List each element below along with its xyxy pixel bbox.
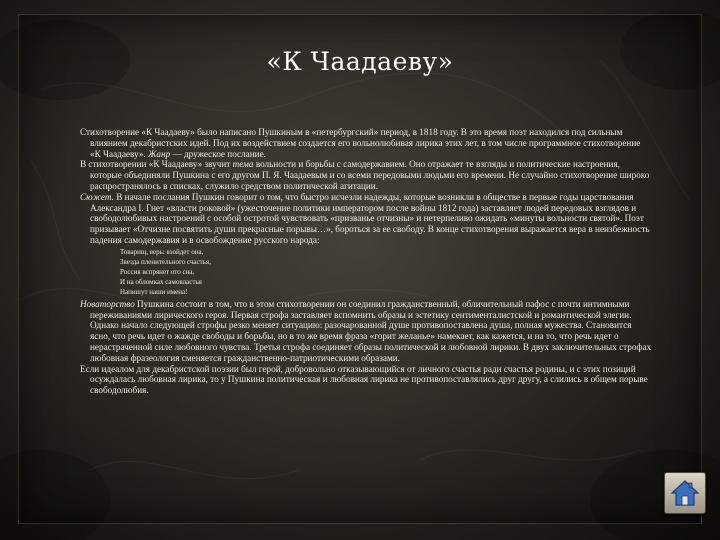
paragraph-plot-text: В начале послания Пушкин говорит о том, что быстро исчезли надежды, которые возникли в обществе в первые годы царствования Александра I. Гнет «власти роковой» (ужесточение политики императором после войны 1812 года) заставляет людей передовых взглядов и свободолюбивых настроений с особой остротой чувствовать «призванье отчизны» и нетерпеливо ожидать «минуты вольности святой». Поэт призывает «Отчизне посвятить души прекрасные порывы…», бороться за ее свободу. В конце стихотворения выражается вера в неизбежность падения самодержавия и в освобождение русского народа: bbox=[90, 191, 650, 245]
paragraph-plot bbox=[80, 192, 653, 246]
poem-line: Звезда пленительного счастья, bbox=[120, 257, 211, 266]
paragraph-theme bbox=[80, 159, 653, 191]
poem-quote bbox=[80, 247, 653, 297]
genre-value: — дружеское послание. bbox=[170, 148, 266, 159]
slide-body bbox=[80, 127, 653, 396]
home-icon bbox=[669, 477, 701, 509]
paragraph-intro bbox=[80, 127, 653, 159]
innovation-label: Новаторство bbox=[80, 298, 135, 309]
paragraph-theme-rest: вольности и борьбы с самодержавием. Оно отражает те взгляды и политические настроения, которые объединяли Пушкина с его другом П. Я. Чаадаевым и со всеми передовыми людьми его времени. Не случайно стихотворение широко распространялось в списках, служило средством политической агитации. bbox=[90, 159, 650, 191]
poem-line: Напишут наши имена! bbox=[120, 287, 188, 296]
home-button[interactable] bbox=[664, 472, 706, 514]
theme-label: тема bbox=[232, 159, 254, 170]
slide-title: «К Чаадаеву» bbox=[266, 47, 454, 76]
paragraph-conclusion: Если идеалом для декабристской поэзии был герой, добровольно отказывающийся от личного счастья ради счастья родины, и с этих позиций осуждалась любовная лирика, то у Пушкина политическая и любовная лирика не противопоставлялись друг другу, а слились в общем порыве свободолюбия. bbox=[80, 363, 648, 396]
poem-line: И на обломках самовластья bbox=[120, 277, 202, 286]
paragraph-innovation-text: Пушкина состоит в том, что в этом стихотворении он соединил гражданственный, обличительный пафос с почти интимными переживаниями лирического героя. Первая строфа заставляет вспомнить образы и эстетику сентименталистской и романтической элегии. Однако начало следующей строфы резко меняет ситуацию: разочарованной душе противопоставлена душа, полная мужества. Становится ясно, что речь идет о жажде свободы и борьбы, но в то же время фраза «горит желанье» намекает, как кажется, и на то, что речь идет о нерастраченной силе любовного чувства. Третья строфа соединяет образы политической и любовной лирики. В двух заключительных строфах любовная фразеология сменяется гражданственно-патриотическими образами. bbox=[90, 298, 652, 363]
paragraph-intro-text: Стихотворение «К Чаадаеву» было написано Пушкиным в «петербургский» период, в 1818 году. В это время поэт находился под сильным влиянием декабристских идей. Под их воздействием создается его вольнолюбивая лирика этих лет, в том числе программное стихотворение «К Чаадаеву». bbox=[80, 127, 641, 159]
poem-line: Россия вспрянет ото сна, bbox=[120, 267, 195, 276]
paragraph-innovation bbox=[80, 299, 653, 364]
plot-label: Сюжет. bbox=[80, 191, 114, 202]
poem-line: Товарищ, верь: взойдет она, bbox=[120, 247, 204, 256]
genre-label: Жанр bbox=[148, 148, 171, 159]
paragraph-theme-start: В стихотворении «К Чаадаеву» звучит bbox=[80, 159, 233, 170]
